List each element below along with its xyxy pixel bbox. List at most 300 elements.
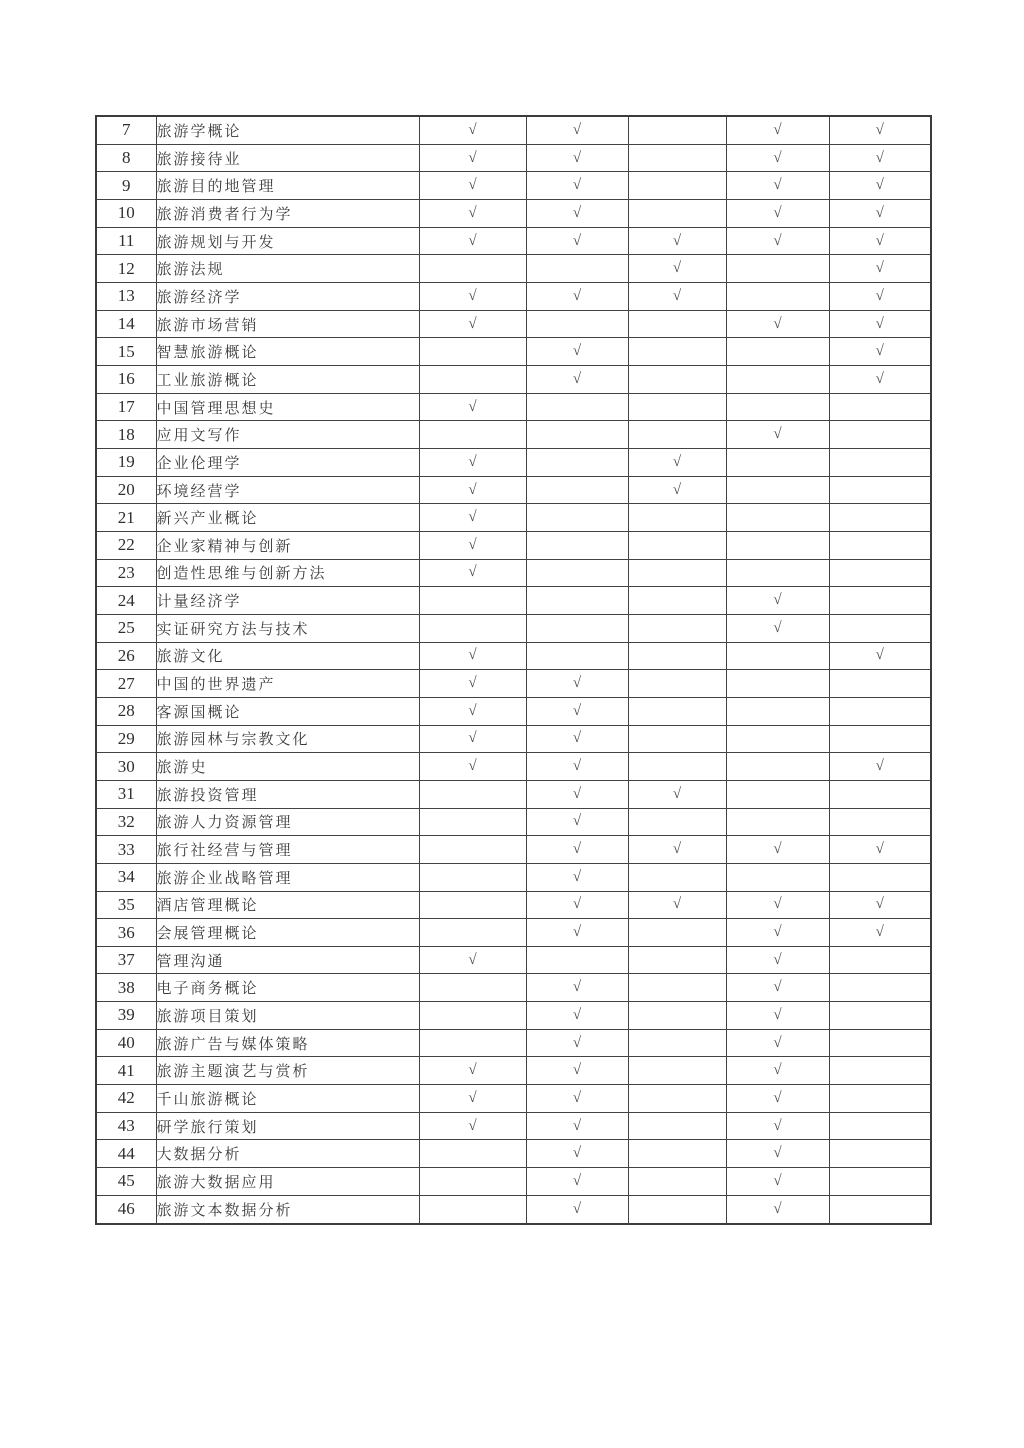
course-name-cell: 旅游项目策划 [156,1002,419,1030]
row-number-cell: 26 [96,642,156,670]
check-cell: √ [526,116,628,144]
table-row [96,504,931,532]
check-cell: √ [726,1057,829,1085]
table-row [96,1057,931,1085]
row-number-cell: 41 [96,1057,156,1085]
check-cell [628,587,726,615]
check-cell [419,1140,526,1168]
check-cell [526,393,628,421]
check-cell: √ [829,836,931,864]
check-cell: √ [419,283,526,311]
course-name-cell: 新兴产业概论 [156,504,419,532]
row-number-cell: 42 [96,1085,156,1113]
course-name-cell: 酒店管理概论 [156,891,419,919]
table-row [96,891,931,919]
course-name-cell: 大数据分析 [156,1140,419,1168]
check-cell: √ [526,144,628,172]
course-name-cell: 客源国概论 [156,697,419,725]
check-cell: √ [419,1085,526,1113]
check-cell: √ [829,227,931,255]
course-name-cell: 会展管理概论 [156,919,419,947]
check-cell [726,753,829,781]
course-name-cell: 旅游文化 [156,642,419,670]
check-cell: √ [829,310,931,338]
check-cell: √ [526,1168,628,1196]
check-cell [829,946,931,974]
row-number-cell: 11 [96,227,156,255]
check-cell: √ [726,1029,829,1057]
check-cell: √ [726,116,829,144]
check-cell [628,642,726,670]
check-cell [829,614,931,642]
check-cell: √ [526,808,628,836]
row-number-cell: 46 [96,1195,156,1224]
course-name-cell: 创造性思维与创新方法 [156,559,419,587]
check-cell [829,1002,931,1030]
check-cell: √ [419,116,526,144]
check-cell [829,780,931,808]
check-cell [419,863,526,891]
check-cell: √ [829,200,931,228]
table-row [96,200,931,228]
check-cell: √ [419,144,526,172]
check-cell: √ [829,144,931,172]
course-name-cell: 旅游目的地管理 [156,172,419,200]
check-cell [628,919,726,947]
check-cell [829,504,931,532]
table-row [96,753,931,781]
row-number-cell: 20 [96,476,156,504]
check-cell: √ [419,642,526,670]
check-cell: √ [526,283,628,311]
check-cell [419,1168,526,1196]
course-name-cell: 环境经营学 [156,476,419,504]
course-name-cell: 电子商务概论 [156,974,419,1002]
table-row [96,227,931,255]
check-cell [419,614,526,642]
check-cell: √ [829,642,931,670]
check-cell [628,116,726,144]
check-cell [726,366,829,394]
course-name-cell: 旅游主题演艺与赏析 [156,1057,419,1085]
row-number-cell: 25 [96,614,156,642]
check-cell [726,642,829,670]
check-cell: √ [526,780,628,808]
check-cell [628,559,726,587]
check-cell: √ [419,697,526,725]
check-cell [419,421,526,449]
check-cell: √ [419,449,526,477]
course-name-cell: 旅行社经营与管理 [156,836,419,864]
check-cell: √ [726,946,829,974]
check-cell [628,946,726,974]
check-cell: √ [526,1085,628,1113]
check-cell: √ [419,172,526,200]
check-cell: √ [628,780,726,808]
check-cell: √ [726,421,829,449]
check-cell: √ [829,283,931,311]
table-row [96,1140,931,1168]
check-cell [829,587,931,615]
check-cell: √ [526,1112,628,1140]
check-cell: √ [419,200,526,228]
check-cell: √ [419,946,526,974]
table-row [96,725,931,753]
check-cell [829,1112,931,1140]
check-cell: √ [628,227,726,255]
table-row [96,421,931,449]
row-number-cell: 37 [96,946,156,974]
check-cell: √ [526,1029,628,1057]
row-number-cell: 39 [96,1002,156,1030]
check-cell: √ [526,1140,628,1168]
course-name-cell: 中国管理思想史 [156,393,419,421]
table-row [96,116,931,144]
course-name-cell: 企业家精神与创新 [156,531,419,559]
row-number-cell: 19 [96,449,156,477]
check-cell [526,587,628,615]
check-cell: √ [726,144,829,172]
check-cell [419,808,526,836]
check-cell: √ [526,1002,628,1030]
check-cell [628,338,726,366]
table-row [96,587,931,615]
check-cell: √ [726,891,829,919]
check-cell: √ [419,227,526,255]
check-cell: √ [526,863,628,891]
table-row [96,255,931,283]
check-cell [526,559,628,587]
table-row [96,1029,931,1057]
check-cell: √ [526,974,628,1002]
check-cell [628,200,726,228]
check-cell [526,449,628,477]
row-number-cell: 15 [96,338,156,366]
row-number-cell: 33 [96,836,156,864]
check-cell: √ [628,476,726,504]
check-cell [628,974,726,1002]
course-name-cell: 旅游广告与媒体策略 [156,1029,419,1057]
check-cell [829,697,931,725]
table-row [96,836,931,864]
check-cell [628,753,726,781]
check-cell [829,725,931,753]
check-cell: √ [726,919,829,947]
check-cell: √ [726,587,829,615]
check-cell: √ [526,919,628,947]
row-number-cell: 14 [96,310,156,338]
table-row [96,172,931,200]
check-cell: √ [726,1002,829,1030]
check-cell [419,366,526,394]
check-cell [726,725,829,753]
check-cell [419,338,526,366]
check-cell [829,476,931,504]
table-row [96,283,931,311]
check-cell [628,1140,726,1168]
table-row [96,946,931,974]
check-cell: √ [829,919,931,947]
row-number-cell: 10 [96,200,156,228]
course-name-cell: 旅游学概论 [156,116,419,144]
table-row [96,919,931,947]
course-name-cell: 旅游文本数据分析 [156,1195,419,1224]
course-name-cell: 工业旅游概论 [156,366,419,394]
row-number-cell: 22 [96,531,156,559]
row-number-cell: 28 [96,697,156,725]
check-cell [628,531,726,559]
table-row [96,780,931,808]
check-cell [726,697,829,725]
table-row [96,1002,931,1030]
check-cell [726,559,829,587]
check-cell [829,1085,931,1113]
check-cell: √ [419,310,526,338]
check-cell [526,504,628,532]
check-cell [628,725,726,753]
check-cell [526,310,628,338]
check-cell: √ [628,255,726,283]
row-number-cell: 23 [96,559,156,587]
table-row [96,393,931,421]
table-row [96,144,931,172]
check-cell [726,780,829,808]
check-cell [419,1029,526,1057]
check-cell [829,559,931,587]
check-cell: √ [726,310,829,338]
check-cell [628,1195,726,1224]
course-name-cell: 企业伦理学 [156,449,419,477]
check-cell: √ [526,172,628,200]
check-cell [526,614,628,642]
check-cell: √ [526,1195,628,1224]
check-cell [628,504,726,532]
course-name-cell: 旅游投资管理 [156,780,419,808]
course-name-cell: 旅游企业战略管理 [156,863,419,891]
check-cell [726,338,829,366]
row-number-cell: 27 [96,670,156,698]
check-cell [829,1057,931,1085]
table-row [96,476,931,504]
check-cell: √ [526,200,628,228]
course-name-cell: 旅游市场营销 [156,310,419,338]
check-cell [419,255,526,283]
check-cell: √ [726,974,829,1002]
table-row [96,1195,931,1224]
row-number-cell: 40 [96,1029,156,1057]
check-cell: √ [419,559,526,587]
check-cell: √ [526,836,628,864]
check-cell: √ [419,753,526,781]
check-cell: √ [419,504,526,532]
check-cell [419,919,526,947]
check-cell [726,393,829,421]
check-cell [829,974,931,1002]
check-cell [829,808,931,836]
course-name-cell: 旅游大数据应用 [156,1168,419,1196]
row-number-cell: 16 [96,366,156,394]
table-row [96,670,931,698]
table-row [96,697,931,725]
check-cell [628,310,726,338]
course-name-cell: 研学旅行策划 [156,1112,419,1140]
row-number-cell: 18 [96,421,156,449]
check-cell [628,1002,726,1030]
check-cell [419,780,526,808]
table-row [96,449,931,477]
check-cell [829,531,931,559]
row-number-cell: 8 [96,144,156,172]
check-cell [726,449,829,477]
course-name-cell: 智慧旅游概论 [156,338,419,366]
check-cell [726,504,829,532]
check-cell [829,449,931,477]
check-cell [628,421,726,449]
row-number-cell: 29 [96,725,156,753]
table-row [96,808,931,836]
row-number-cell: 43 [96,1112,156,1140]
check-cell: √ [829,366,931,394]
check-cell [726,255,829,283]
check-cell: √ [526,670,628,698]
row-number-cell: 17 [96,393,156,421]
check-cell [419,1195,526,1224]
check-cell [628,697,726,725]
check-cell: √ [526,697,628,725]
check-cell [628,393,726,421]
check-cell: √ [829,891,931,919]
check-cell [628,1168,726,1196]
course-name-cell: 旅游经济学 [156,283,419,311]
row-number-cell: 44 [96,1140,156,1168]
course-name-cell: 旅游人力资源管理 [156,808,419,836]
check-cell: √ [829,753,931,781]
course-name-cell: 中国的世界遗产 [156,670,419,698]
course-name-cell: 旅游史 [156,753,419,781]
check-cell [526,946,628,974]
check-cell [419,974,526,1002]
check-cell [829,1029,931,1057]
course-name-cell: 管理沟通 [156,946,419,974]
course-name-cell: 应用文写作 [156,421,419,449]
course-name-cell: 旅游消费者行为学 [156,200,419,228]
table-row [96,614,931,642]
row-number-cell: 45 [96,1168,156,1196]
check-cell [628,1085,726,1113]
check-cell [526,476,628,504]
row-number-cell: 9 [96,172,156,200]
check-cell [628,808,726,836]
check-cell: √ [526,227,628,255]
course-check-table [95,115,932,1225]
table-row [96,559,931,587]
course-name-cell: 千山旅游概论 [156,1085,419,1113]
check-cell: √ [726,836,829,864]
check-cell: √ [726,200,829,228]
check-cell: √ [829,172,931,200]
check-cell: √ [628,449,726,477]
row-number-cell: 32 [96,808,156,836]
course-name-cell: 实证研究方法与技术 [156,614,419,642]
table-row [96,1085,931,1113]
check-cell: √ [526,725,628,753]
check-cell: √ [419,531,526,559]
check-cell [526,421,628,449]
table-row [96,366,931,394]
table-row [96,974,931,1002]
check-cell: √ [419,476,526,504]
check-cell: √ [628,283,726,311]
check-cell [628,366,726,394]
check-cell [419,891,526,919]
check-cell: √ [726,1168,829,1196]
check-cell [726,476,829,504]
check-cell [726,283,829,311]
check-cell [829,1195,931,1224]
check-cell: √ [526,338,628,366]
table-row [96,1168,931,1196]
check-cell [829,393,931,421]
check-cell [526,255,628,283]
row-number-cell: 12 [96,255,156,283]
check-cell [419,587,526,615]
check-cell [628,614,726,642]
check-cell [829,1168,931,1196]
table-row [96,531,931,559]
check-cell [829,670,931,698]
course-name-cell: 旅游规划与开发 [156,227,419,255]
check-cell: √ [526,366,628,394]
check-cell [419,1002,526,1030]
check-cell [628,1057,726,1085]
check-cell [628,863,726,891]
check-cell: √ [526,1057,628,1085]
row-number-cell: 35 [96,891,156,919]
check-cell: √ [628,891,726,919]
table-row [96,310,931,338]
row-number-cell: 38 [96,974,156,1002]
check-cell: √ [419,1057,526,1085]
check-cell [628,172,726,200]
check-cell: √ [419,725,526,753]
check-cell [628,1029,726,1057]
check-cell: √ [726,614,829,642]
check-cell [526,531,628,559]
row-number-cell: 13 [96,283,156,311]
check-cell: √ [726,1112,829,1140]
table-row [96,642,931,670]
course-name-cell: 计量经济学 [156,587,419,615]
check-cell: √ [829,338,931,366]
check-cell: √ [419,670,526,698]
check-cell: √ [419,1112,526,1140]
check-cell: √ [829,255,931,283]
check-cell [628,144,726,172]
check-cell: √ [726,1195,829,1224]
table-row [96,1112,931,1140]
row-number-cell: 21 [96,504,156,532]
table-row [96,338,931,366]
check-cell: √ [628,836,726,864]
check-cell [726,531,829,559]
check-cell [628,1112,726,1140]
course-name-cell: 旅游接待业 [156,144,419,172]
check-cell [829,1140,931,1168]
check-cell [628,670,726,698]
row-number-cell: 31 [96,780,156,808]
check-cell [829,421,931,449]
check-cell: √ [526,891,628,919]
